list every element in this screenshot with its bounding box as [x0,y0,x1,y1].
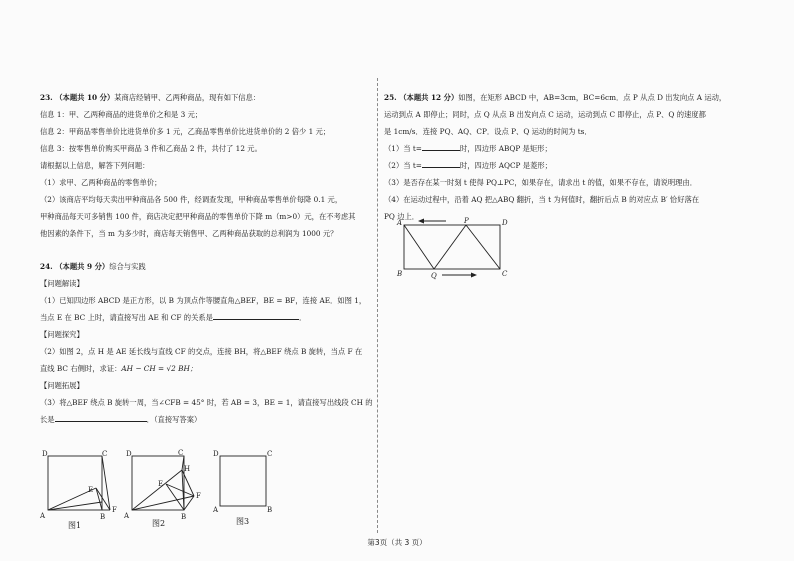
page-footer: 第3页（共 3 页） [367,538,427,547]
q24-title-rest: 综合与实践 [109,262,146,271]
q24-heading-2: 【问题探究】 [40,330,84,339]
column-divider [377,78,379,533]
q23-title: 23. （本题共 10 分） [40,93,115,102]
q25-line-qp [434,225,466,269]
fig1-label-f: F [112,506,117,514]
q24-p2b-line [40,360,374,377]
q23-part1: （1）求甲、乙两种商品的零售单价； [40,178,162,187]
q25-p1-line [384,140,714,157]
q25-p1b: 时，四边形 ABQP 是矩形； [459,144,552,153]
fig3-label-d: D [213,450,219,458]
q25-p2a: （2）当 t= [384,161,422,170]
q25-label-p: P [464,217,469,225]
fig1-labels [39,450,117,530]
fig2-label-b: B [181,513,187,521]
q24-p3b-line [40,411,374,428]
q25-l3: 是 1cm/s．连接 PQ、AQ、CP．设点 P、Q 运动的时间为 ts． [384,127,592,136]
fig3-labels [212,450,272,526]
fig2-label-h: H [184,465,191,473]
q23-part2c: 他因素的条件下，当 m 为多少时，商店每天销售甲、乙两种商品获取的总利润为 1000 元？ [40,229,338,238]
figure-3 [220,456,266,506]
fig2-label-f: F [196,492,201,500]
q25-label-a: A [397,219,403,227]
q25-label-q: Q [431,272,437,280]
q24-p2a: （2）如图 2，点 H 是 AE 延长线与直线 CF 的交点，连接 BH，将△BEF 绕点 B 旋转，当点 F 在 [40,347,363,356]
fig1-label-b: B [100,513,106,521]
q24-figures [38,448,278,530]
q24-p3b: 长是 [40,415,55,424]
q23-info1: 信息 1：甲、乙两种商品的进货单价之和是 3 元； [40,110,203,119]
q25-label-d: D [502,219,508,227]
fig2-caption: 图2 [152,519,166,528]
fig3-label-a: A [213,506,219,514]
q25-line-pc [466,225,500,269]
q24-title: 24. （本题共 9 分） [40,262,110,271]
q25-p4a: （4）在运动过程中，沿着 AQ 把△ABQ 翻折，当 t 为何值时，翻折后点 B 的对应点 B′ 恰好落在 [384,195,700,204]
q24-p1b-end: ． [298,313,307,322]
fig2-label-a: A [124,512,130,520]
q25-arrow-right-icon [471,273,477,278]
q25-title-line [384,89,727,106]
q23-part2b: 甲种商品每天可多销售 100 件，商店决定把甲种商品的零售单价下降 m（m>0）元，在不考虑其 [40,212,356,221]
q25-label-c: C [502,270,508,278]
q24-p2b: 直线 BC 右侧时，求证： [40,364,122,373]
fig1-line-ef [96,488,110,510]
fig3-label-b: B [267,506,273,514]
q25-l2: 运动到点 A 即停止；同时，点 Q 从点 B 出发向点 C 运动，运动到点 C 即停止，点 P、Q 的速度都 [384,110,706,119]
q25-l1: 如图，在矩形 ABCD 中，AB=3cm，BC=6cm．点 P 从点 D 出发向点 A 运动， [458,93,727,102]
q24-heading-1: 【问题解读】 [40,279,84,288]
fig1-square [48,456,102,510]
q24-title-line [40,258,374,275]
fig1-label-a: A [40,512,46,520]
q25-p3: （3）是否存在某一时刻 t 使得 PQ⊥PC，如果存在，请求出 t 的值，如果不存在，请说明理由． [384,178,698,187]
fig3-caption: 图3 [236,517,250,526]
q24-p1b-line [40,309,374,326]
q25-title: 25. （本题共 12 分） [384,93,459,102]
q24-p1b: 当点 E 在 BC 上时，请直接写出 AE 和 CF 的关系是 [40,313,213,322]
q25-p4b: PQ 边上． [384,212,420,221]
fig1-label-d: D [42,450,48,458]
q24-p2b-formula: AH − CH = √2 BH； [121,364,198,373]
q23-info3: 信息 3：按零售单价购买甲商品 3 件和乙商品 2 件，共付了 12 元。 [40,144,262,153]
q23-title-line [40,89,374,106]
fig1-label-c: C [102,450,108,458]
q23-part2a: （2）该商店平均每天卖出甲种商品各 500 件，经调查发现，甲种商品零售单价每降 0.1 元， [40,195,343,204]
q24-p3b-end: ．（直接写答案） [146,415,202,424]
fig2-label-d: D [126,450,132,458]
q23-prompt: 请根据以上信息，解答下列问题： [40,161,150,170]
fig2-label-c: C [178,449,184,457]
q25-p2-line [384,157,714,174]
q23-info2: 信息 2：甲商品零售单价比进货单价多 1 元，乙商品零售单价比进货单价的 2 倍少 1 元； [40,127,331,136]
fig1-line-eb [96,488,102,510]
q25-p1a: （1）当 t= [384,144,422,153]
q24-heading-3: 【问题拓展】 [40,381,84,390]
q25-arrow-left-icon [418,219,424,224]
answer-blank-q25-1[interactable] [422,142,460,151]
fig1-label-e: E [88,486,94,494]
q24-p3a: （3）将△BEF 绕点 B 旋转一周，当∠CFB = 45° 时，若 AB = 3，BE = 1，请直接写出线段 CH 的 [40,398,373,407]
q25-rectangle [404,225,500,269]
fig1-line-cf [102,456,110,510]
q24-p1a: （1）已知四边形 ABCD 是正方形，以 B 为顶点作等腰直角△BEF，BE = BF，连接 AE．如图 1， [40,296,367,305]
answer-blank-q25-2[interactable] [422,159,460,168]
q25-line-aq [404,225,434,269]
fig3-label-c: C [267,450,273,458]
left-column [40,89,374,428]
q25-label-b: B [397,270,403,278]
answer-blank-q24-1[interactable] [213,311,299,320]
answer-blank-q24-3[interactable] [55,413,147,422]
fig2-label-e: E [158,480,164,488]
q25-p2b: 时，四边形 AQCP 是菱形； [459,161,552,170]
right-column [384,89,727,225]
q25-figure [394,216,518,284]
q23-intro: 某商店经销甲、乙两种商品，现有如下信息： [114,93,261,102]
fig2-labels [123,449,201,528]
fig3-square [220,456,266,506]
fig1-caption: 图1 [68,521,82,530]
figure-1 [48,456,110,510]
